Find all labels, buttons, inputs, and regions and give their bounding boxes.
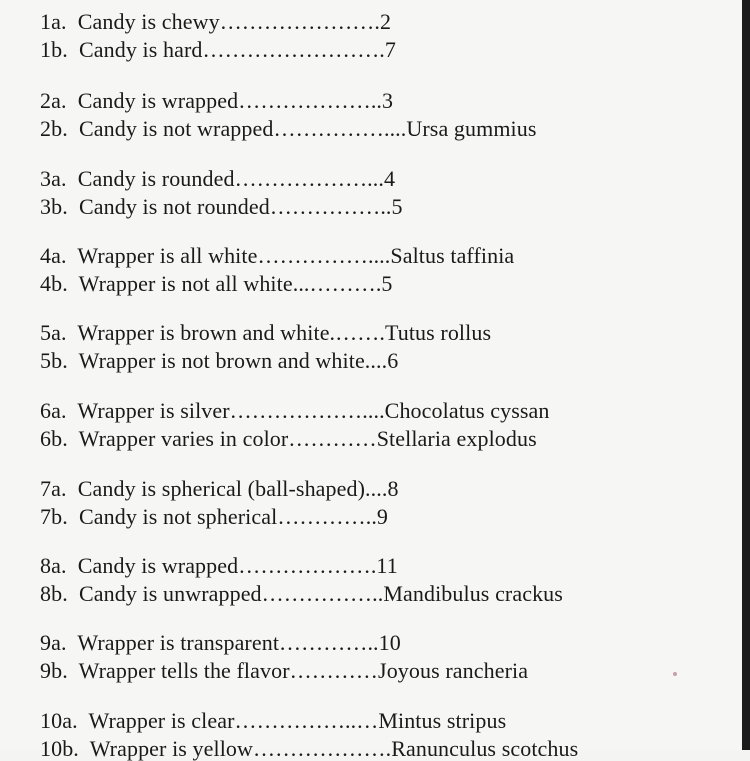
key-line-10b: 10b. Wrapper is yellow……………….Ranunculus scotchus (40, 736, 579, 761)
key-line-1a: 1a. Candy is chewy………………….2 (40, 9, 392, 34)
key-line-6b: 6b. Wrapper varies in color…………Stellaria explodus (40, 426, 537, 451)
key-line-2a: 2a. Candy is wrapped………………..3 (40, 88, 394, 113)
key-line-8a: 8a. Candy is wrapped……………….11 (40, 553, 398, 578)
scan-edge (742, 0, 750, 750)
key-line-4a: 4a. Wrapper is all white……………....Saltus taffinia (40, 243, 515, 268)
key-line-3b: 3b. Candy is not rounded……………..5 (40, 194, 403, 219)
key-line-7a: 7a. Candy is spherical (ball-shaped)....8 (40, 476, 399, 501)
key-line-9a: 9a. Wrapper is transparent…………..10 (40, 630, 401, 655)
key-line-5b: 5b. Wrapper is not brown and white....6 (40, 348, 399, 373)
paper-speck (673, 672, 677, 676)
key-line-1b: 1b. Candy is hard…………………….7 (40, 37, 397, 62)
key-line-3a: 3a. Candy is rounded………………...4 (40, 166, 396, 191)
key-line-10a: 10a. Wrapper is clear……………..…Mintus stripus (40, 708, 507, 733)
key-line-4b: 4b. Wrapper is not all white...……….5 (40, 271, 393, 296)
key-line-7b: 7b. Candy is not spherical…………..9 (40, 504, 389, 529)
key-line-2b: 2b. Candy is not wrapped……………....Ursa gummius (40, 116, 537, 141)
key-line-8b: 8b. Candy is unwrapped……………..Mandibulus crackus (40, 581, 563, 606)
key-line-6a: 6a. Wrapper is silver………………....Chocolatus cyssan (40, 398, 550, 423)
key-line-9b: 9b. Wrapper tells the flavor…………Joyous rancheria (40, 658, 529, 683)
key-line-5a: 5a. Wrapper is brown and white.…….Tutus rollus (40, 320, 492, 345)
